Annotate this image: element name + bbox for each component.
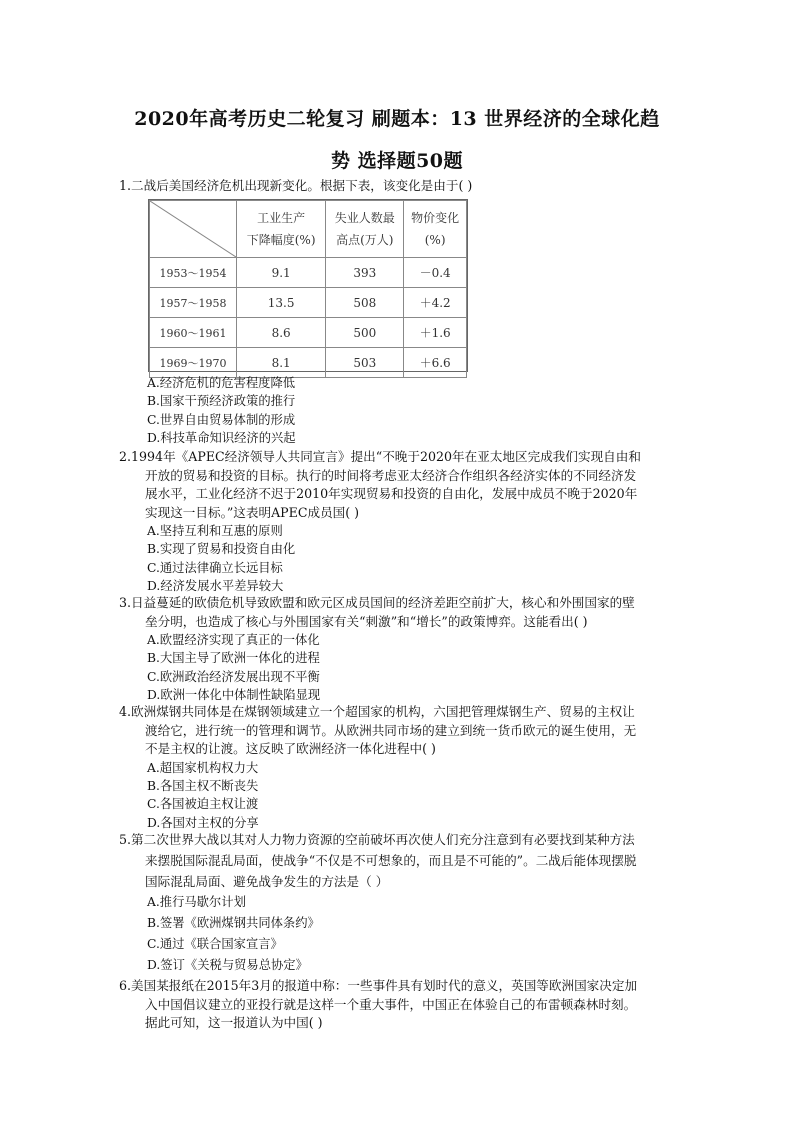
option-b[interactable]: B.签署《欧洲煤钢共同体条约》 [147, 916, 320, 930]
option-a[interactable]: A.欧盟经济实现了真正的一体化 [147, 633, 320, 647]
question-5: 5.第二次世界大战以其对人力物力资源的空前破坏再次使人们充分注意到有必要找到某种方法 来摆脱国际混乱局面，使战争“不仅是不可想象的，而且是不可能的”。二战后能体现摆脱 国际混乱局面、避免战争发生的方法是（ ） A.推行马歇尔计划 B.签署《欧洲煤钢共同体条约》 C.通过《联合国家宣言》 D.签订《关税与贸易总协定》 [119, 829, 709, 976]
table-header-row [150, 201, 467, 258]
question-3: 3.日益蔓延的欧债危机导致欧盟和欧元区成员国间的经济差距空前扩大，核心和外围国家的壁 垒分明，也造成了核心与外围国家有关“刺激”和“增长”的政策博弈。这能看出( ) A.欧盟经济实现了真正的一体化 B.大国主导了欧洲一体化的进程 C.欧洲政治经济发展出现不平衡 D.欧洲一体化中体制性缺陷显现 [119, 594, 709, 705]
option-b[interactable]: B.国家干预经济政策的推行 [147, 394, 296, 409]
question-2: 2.1994年《APEC经济领导人共同宣言》提出“不晚于2020年在亚太地区完成我们实现自由和 开放的贸易和投资的目标。执行的时间将考虑亚太经济合作组织各经济实体的不同经济发 展水平，工业化经济不迟于2010年实现贸易和投资的自由化，发展中成员不晚于2020年 实现这一目标。”这表明APEC成员国( ) A.坚持互利和互惠的原则 B.实现了贸易和投资自由化 C.通过法律确立长远目标 D.经济发展水平差异较大 [119, 448, 709, 596]
question-5-stem: 5.第二次世界大战以其对人力物力资源的空前破坏再次使人们充分注意到有必要找到某种方法 [119, 832, 635, 847]
option-a[interactable]: A.经济危机的危害程度降低 [147, 376, 296, 390]
option-d[interactable]: D.各国对主权的分享 [147, 815, 259, 830]
option-b[interactable]: B.各国主权不断丧失 [147, 778, 259, 793]
option-a[interactable]: A.坚持互利和互惠的原则 [147, 524, 283, 538]
question-4: 4.欧洲煤钢共同体是在煤钢领域建立一个超国家的机构，六国把管理煤钢生产、贸易的主权让 渡给它，进行统一的管理和调节。从欧洲共同市场的建立到统一货币欧元的诞生使用，无 不是主权的让渡。这反映了欧洲经济一体化进程中( ) A.超国家机构权力大 B.各国主权不断丧失 C.各国被迫主权让渡 D.各国对主权的分享 [119, 703, 709, 832]
table-header-industry: 工业生产 下降幅度(%) [237, 201, 326, 258]
question-1-stem: 1.二战后美国经济危机出现新变化。根据下表，该变化是由于( ) [119, 178, 473, 193]
option-c[interactable]: C.通过《联合国家宣言》 [147, 937, 283, 951]
document-title-line-1: 2020年高考历史二轮复习 刷题本：13 世界经济的全球化趋 [134, 108, 660, 130]
table-row: 1953～1954 9.1 393 －0.4 [150, 258, 467, 288]
table-header-price: 物价变化 (%) [404, 201, 467, 258]
question-6: 6.美国某报纸在2015年3月的报道中称：一些事件具有划时代的意义，英国等欧洲国家决定加 入中国倡议建立的亚投行就是这样一个重大事件，中国正在体验自己的布雷顿森林时刻。 据此可知，这一报道认为中国( ) [119, 977, 709, 1033]
option-a[interactable]: A.推行马歇尔计划 [147, 895, 246, 909]
table-row: 1957～1958 13.5 508 ＋4.2 [150, 288, 467, 318]
question-1-options [119, 374, 709, 448]
question-4-stem: 4.欧洲煤钢共同体是在煤钢领域建立一个超国家的机构，六国把管理煤钢生产、贸易的主权让 [119, 704, 635, 719]
table-row: 1969～1970 8.1 503 ＋6.6 [150, 348, 467, 378]
option-b[interactable]: B.大国主导了欧洲一体化的进程 [147, 651, 320, 666]
option-c[interactable]: C.通过法律确立长远目标 [147, 560, 283, 575]
option-c[interactable]: C.欧洲政治经济发展出现不平衡 [147, 669, 320, 684]
question-2-stem: 2.1994年《APEC经济领导人共同宣言》提出“不晚于2020年在亚太地区完成我们实现自由和 [119, 449, 641, 464]
economic-crisis-table [148, 199, 468, 372]
option-d[interactable]: D.欧洲一体化中体制性缺陷显现 [147, 688, 321, 703]
table-corner-cell [150, 201, 237, 258]
option-d[interactable]: D.科技革命知识经济的兴起 [147, 431, 296, 446]
question-1 [119, 177, 709, 196]
question-6-stem: 6.美国某报纸在2015年3月的报道中称：一些事件具有划时代的意义，英国等欧洲国家决定加 [119, 978, 638, 993]
table-row: 1960～1961 8.6 500 ＋1.6 [150, 318, 467, 348]
table-header-unemployment: 失业人数最 高点(万人) [326, 201, 404, 258]
question-3-stem: 3.日益蔓延的欧债危机导致欧盟和欧元区成员国间的经济差距空前扩大，核心和外围国家的壁 [119, 595, 635, 610]
option-d[interactable]: D.签订《关税与贸易总协定》 [147, 958, 308, 972]
option-a[interactable]: A.超国家机构权力大 [147, 760, 259, 775]
option-c[interactable]: C.世界自由贸易体制的形成 [147, 412, 296, 427]
option-c[interactable]: C.各国被迫主权让渡 [147, 797, 259, 812]
option-d[interactable]: D.经济发展水平差异较大 [147, 579, 284, 594]
option-b[interactable]: B.实现了贸易和投资自由化 [147, 542, 296, 557]
document-title-line-2: 势 选择题50题 [330, 150, 464, 172]
